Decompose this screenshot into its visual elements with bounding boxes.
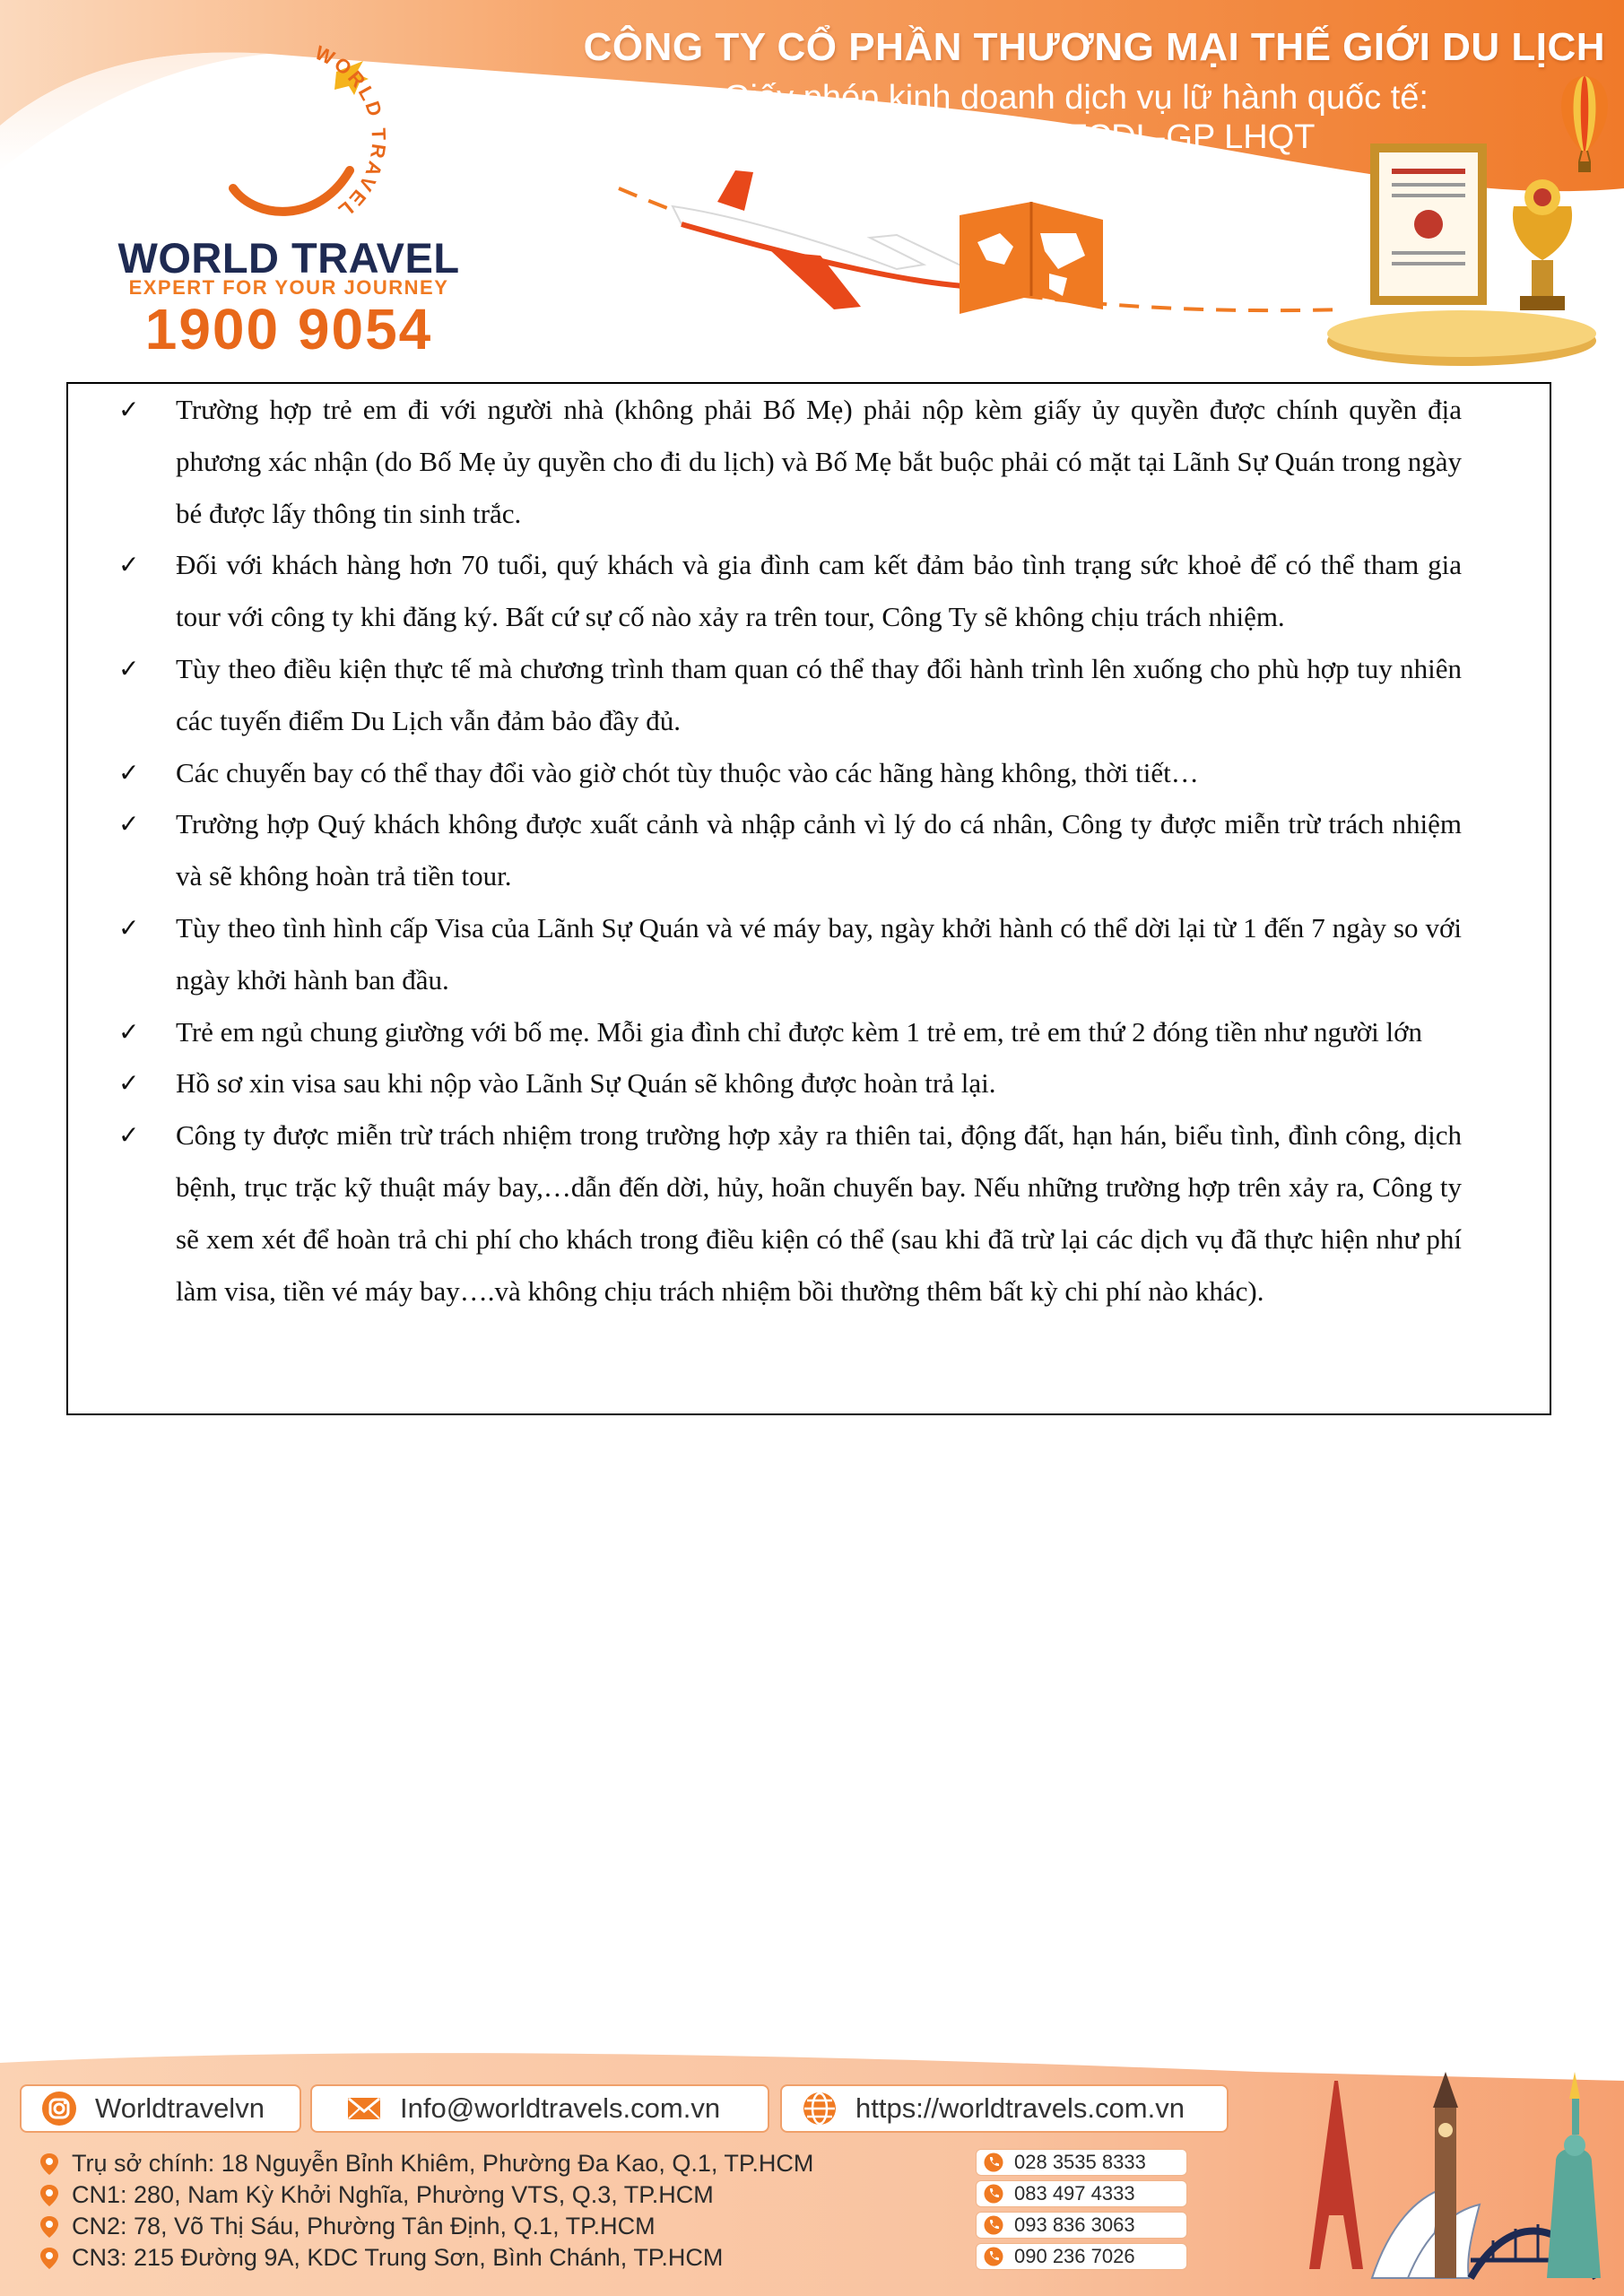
address-row <box>36 2211 951 2242</box>
address-row <box>36 2148 951 2179</box>
location-pin-icon <box>39 2184 59 2207</box>
globe-icon <box>802 2091 838 2126</box>
address-text: CN2: 78, Võ Thị Sáu, Phường Tân Định, Q.1, TP.HCM <box>72 2213 656 2239</box>
phone-icon <box>984 2184 1003 2204</box>
checkmark-icon: ✓ <box>118 1068 140 1099</box>
email-pill[interactable] <box>310 2084 769 2133</box>
mail-icon <box>346 2091 382 2126</box>
phone-icon <box>984 2247 1003 2266</box>
license-number: 79-1347/2022/ TCDL-GP LHQT <box>837 118 1316 156</box>
phone-row[interactable] <box>976 2212 1187 2239</box>
term-text: Đối với khách hàng hơn 70 tuổi, quý khách và gia đình cam kết đảm bảo tình trạng sức khoẻ để có thể tham gia tour với công ty khi đăng ký. Bất cứ sự cố nào xảy ra trên tour, Công Ty sẽ không chịu trách nhiệm. <box>176 549 1462 633</box>
world-landmarks-illustration <box>1184 2045 1624 2296</box>
term-text: Tùy theo tình hình cấp Visa của Lãnh Sự Quán và vé máy bay, ngày khởi hành có thể dời lại từ 1 đến 7 ngày so với ngày khởi hành ban đầu. <box>176 911 1462 996</box>
hot-air-balloon-icon <box>1551 72 1619 188</box>
term-item <box>68 1057 1550 1109</box>
social-pill[interactable] <box>20 2084 301 2133</box>
checkmark-icon: ✓ <box>118 653 140 683</box>
term-item <box>68 1006 1550 1058</box>
term-item <box>68 747 1550 799</box>
terms-list <box>68 384 1550 1317</box>
term-text: Các chuyến bay có thể thay đổi vào giờ chót tùy thuộc vào các hãng hàng không, thời tiết… <box>176 756 1199 788</box>
address-text: CN3: 215 Đường 9A, KDC Trung Sơn, Bình Chánh, TP.HCM <box>72 2244 724 2271</box>
phone-number-list <box>976 2149 1187 2274</box>
location-pin-icon <box>39 2152 59 2176</box>
phone-number: 093 836 3063 <box>1014 2213 1135 2236</box>
svg-text:WORLD TRAVEL: WORLD TRAVEL <box>311 40 390 224</box>
phone-row[interactable] <box>976 2149 1187 2176</box>
term-item <box>68 384 1550 539</box>
location-pin-icon <box>39 2215 59 2239</box>
checkmark-icon: ✓ <box>118 550 140 580</box>
phone-icon <box>984 2152 1003 2172</box>
page-footer <box>0 2045 1624 2296</box>
term-text: Hồ sơ xin visa sau khi nộp vào Lãnh Sự Quán sẽ không được hoàn trả lại. <box>176 1067 996 1100</box>
brand-logo <box>99 36 475 372</box>
phone-number: 083 497 4333 <box>1014 2182 1135 2205</box>
phone-row[interactable] <box>976 2243 1187 2270</box>
website-url: https://worldtravels.com.vn <box>855 2092 1185 2124</box>
email-address: Info@worldtravels.com.vn <box>400 2092 721 2124</box>
term-item <box>68 1109 1550 1317</box>
address-text: Trụ sở chính: 18 Nguyễn Bỉnh Khiêm, Phường Đa Kao, Q.1, TP.HCM <box>72 2150 814 2177</box>
terms-conditions-box <box>66 382 1551 1415</box>
brand-tagline: EXPERT FOR YOUR JOURNEY <box>128 276 449 299</box>
term-item <box>68 902 1550 1006</box>
world-travel-logo-icon <box>184 36 390 242</box>
term-text: Trường hợp Quý khách không được xuất cảnh và nhập cảnh vì lý do cá nhân, Công ty được miễn trừ trách nhiệm và sẽ không hoàn trả tiền tour. <box>176 808 1462 892</box>
checkmark-icon: ✓ <box>118 1120 140 1151</box>
term-text: Trường hợp trẻ em đi với người nhà (không phải Bố Mẹ) phải nộp kèm giấy ủy quyền được chính quyền địa phương xác nhận (do Bố Mẹ ủy quyền cho đi du lịch) và Bố Mẹ bắt buộc phải có mặt tại Lãnh Sự Quán trong ngày bé được lấy thông tin sinh trắc. <box>176 394 1462 529</box>
checkmark-icon: ✓ <box>118 912 140 943</box>
checkmark-icon: ✓ <box>118 757 140 787</box>
location-pin-icon <box>39 2247 59 2270</box>
phone-number: 028 3535 8333 <box>1014 2151 1146 2173</box>
phone-number: 090 236 7026 <box>1014 2245 1135 2267</box>
phone-row[interactable] <box>976 2180 1187 2207</box>
airplane-map-illustration <box>628 152 1130 332</box>
address-text: CN1: 280, Nam Kỳ Khởi Nghĩa, Phường VTS, Q.3, TP.HCM <box>72 2181 714 2208</box>
term-item <box>68 539 1550 643</box>
page-header <box>0 0 1624 372</box>
instagram-icon <box>41 2091 77 2126</box>
term-item <box>68 798 1550 902</box>
website-pill[interactable] <box>780 2084 1229 2133</box>
checkmark-icon: ✓ <box>118 395 140 424</box>
office-address-list <box>36 2148 951 2274</box>
checkmark-icon: ✓ <box>118 1016 140 1047</box>
term-item <box>68 643 1550 747</box>
term-text: Trẻ em ngủ chung giường với bố mẹ. Mỗi gia đình chỉ được kèm 1 trẻ em, trẻ em thứ 2 đóng tiền như người lớn <box>176 1015 1423 1048</box>
phone-icon <box>984 2215 1003 2235</box>
term-text: Công ty được miễn trừ trách nhiệm trong trường hợp xảy ra thiên tai, động đất, hạn hán, biểu tình, đình công, dịch bệnh, trục trặc kỹ thuật máy bay,…dẫn đến dời, hủy, hoãn chuyến bay. Nếu những trường hợp trên xảy ra, Công ty sẽ xem xét để hoàn trả chi phí cho khách trong điều kiện có thể (sau khi đã trừ lại các dịch vụ đã thực hiện như phí làm visa, tiền vé máy bay….và không chịu trách nhiệm bồi thường thêm bất kỳ chi phí nào khác). <box>176 1119 1462 1307</box>
address-row <box>36 2242 951 2274</box>
hotline-number[interactable]: 1900 9054 <box>144 297 433 361</box>
brand-name: WORLD TRAVEL <box>117 234 460 282</box>
company-name: CÔNG TY CỔ PHẦN THƯƠNG MẠI THẾ GIỚI DU LỊCH <box>583 25 1605 69</box>
address-row <box>36 2179 951 2211</box>
term-text: Tùy theo điều kiện thực tế mà chương trình tham quan có thể thay đổi hành trình lên xuống cho phù hợp tuy nhiên các tuyến điểm Du Lịch vẫn đảm bảo đầy đủ. <box>176 652 1462 736</box>
license-label: Giấy phép kinh doanh dịch vụ lữ hành quốc tế: <box>724 79 1429 117</box>
social-handle: Worldtravelvn <box>95 2092 265 2124</box>
checkmark-icon: ✓ <box>118 809 140 839</box>
